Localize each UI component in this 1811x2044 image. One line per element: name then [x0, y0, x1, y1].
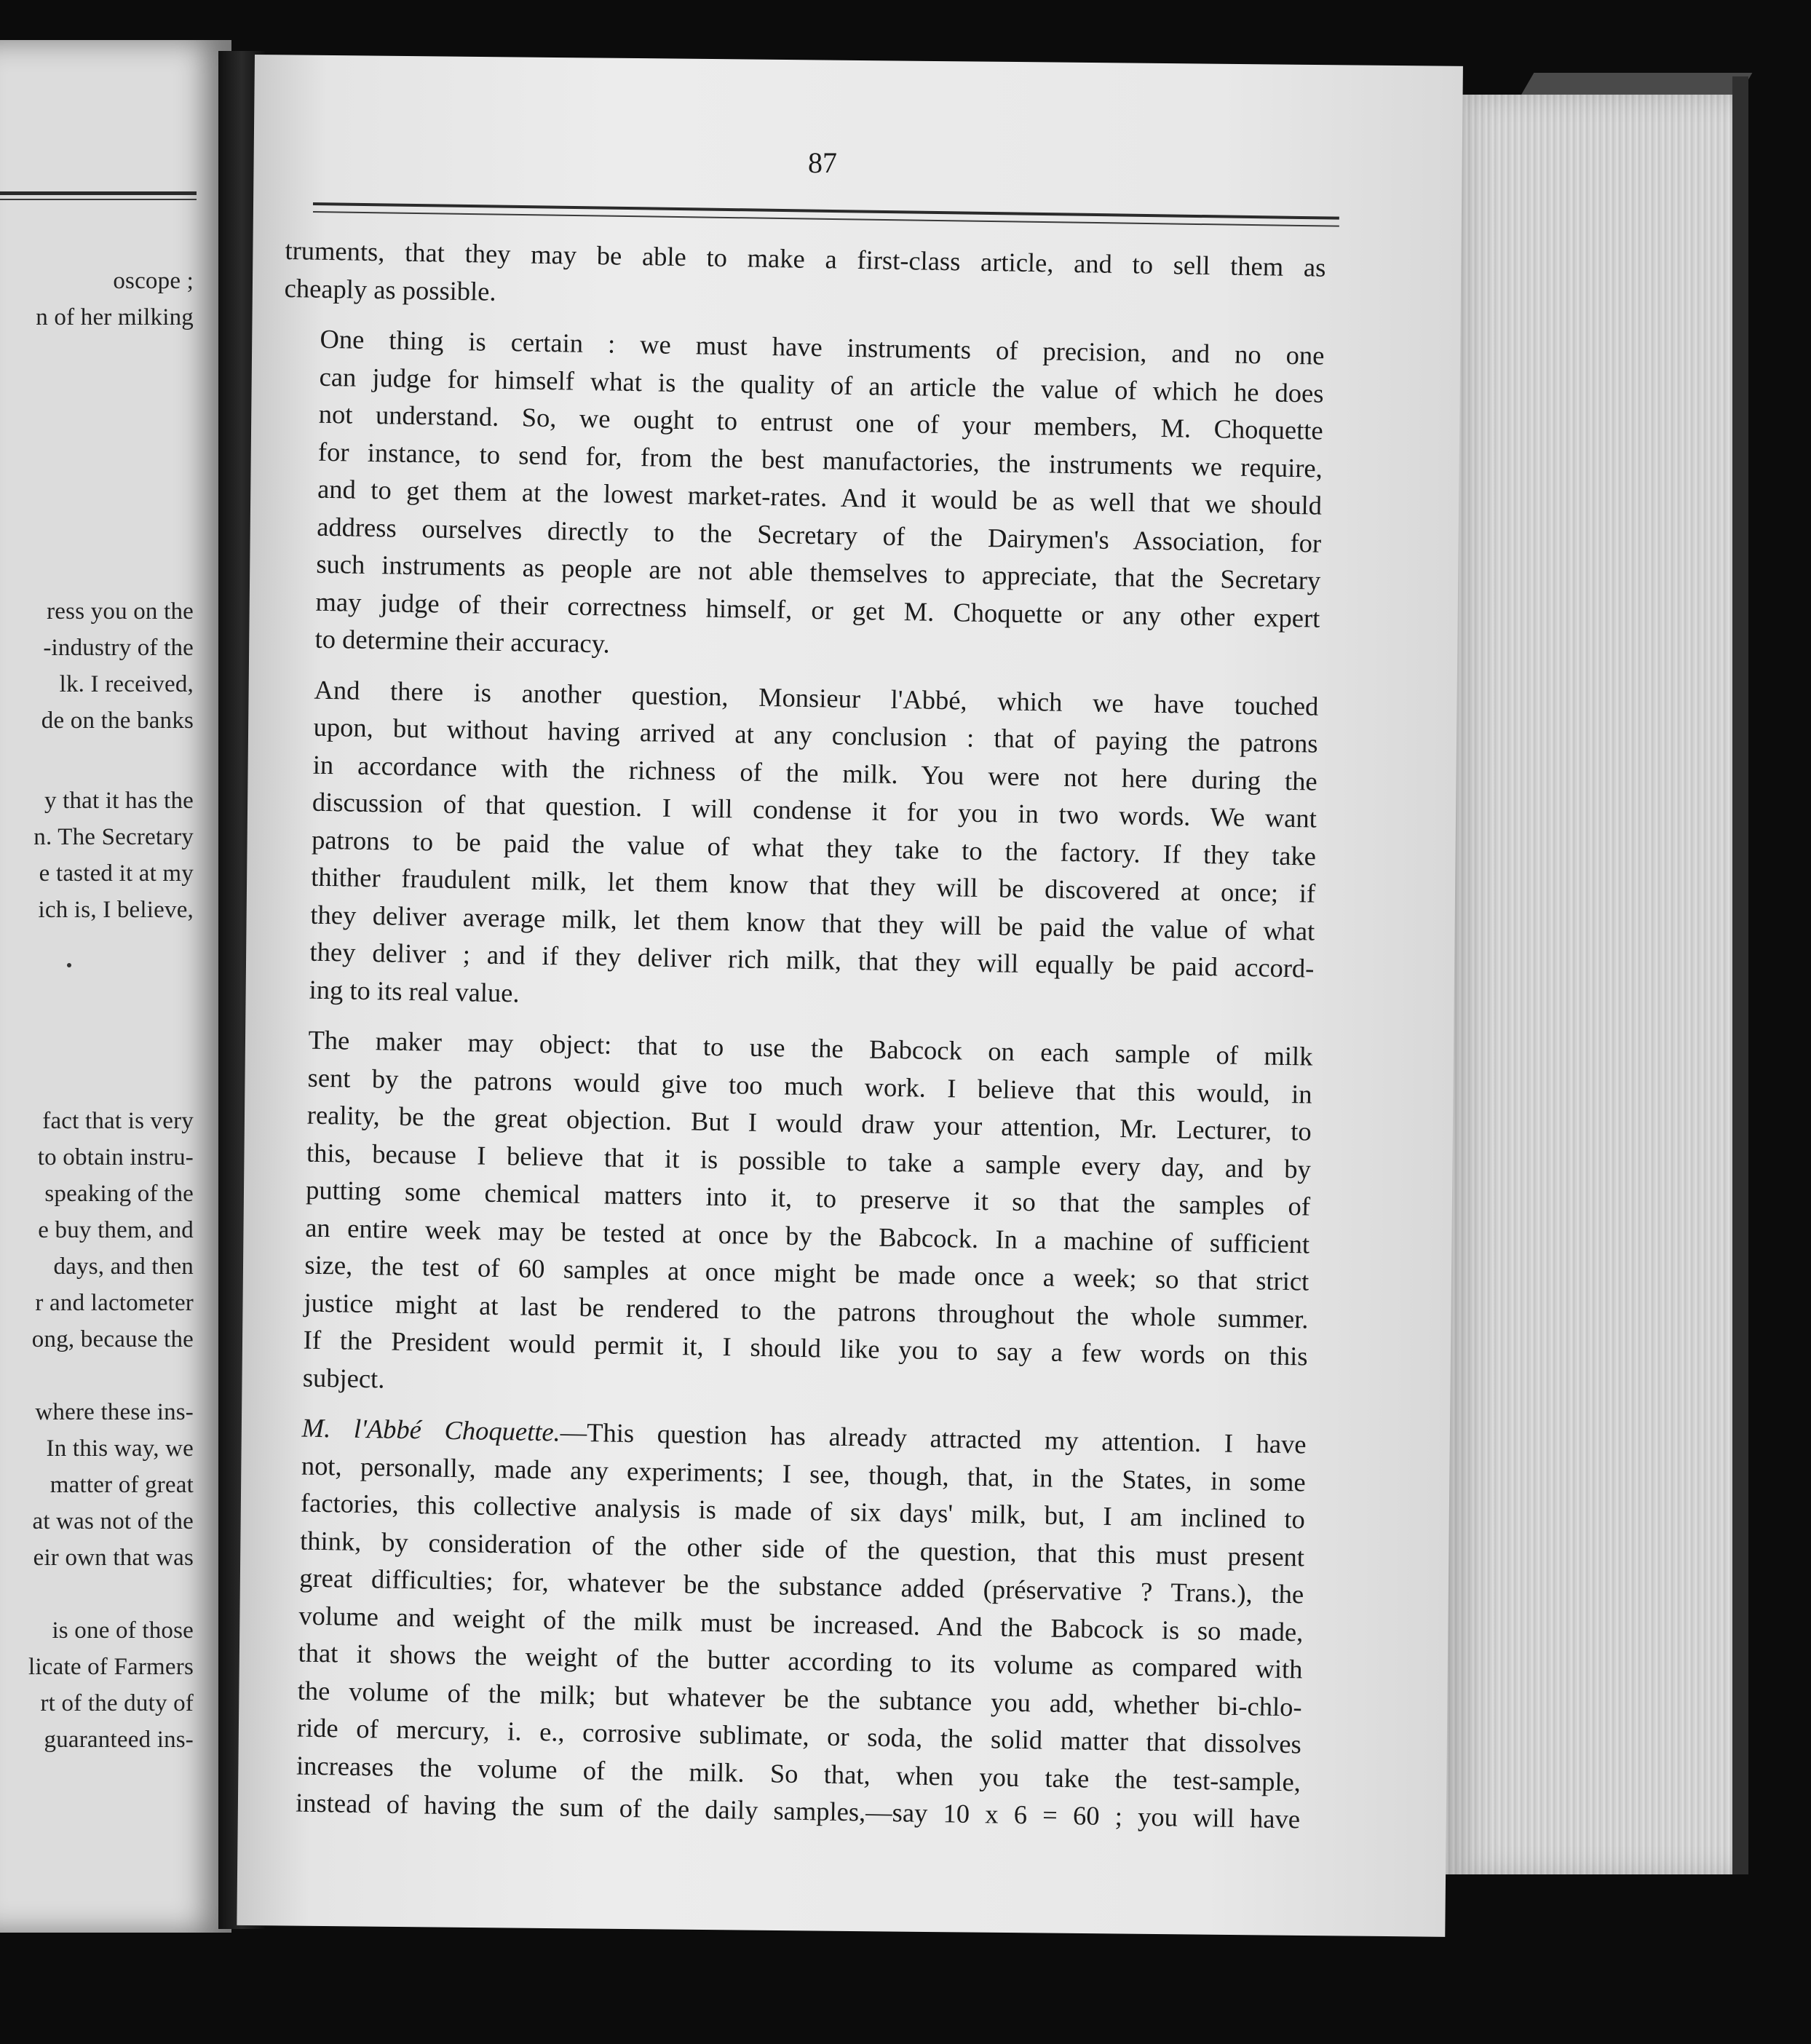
- page-number: 87: [808, 146, 837, 179]
- left-page-line: fact that is very: [42, 1108, 194, 1134]
- left-page-line: to obtain instru-: [37, 1144, 194, 1170]
- left-page-header-rule: [0, 191, 197, 195]
- left-page-line: days, and then: [53, 1253, 194, 1280]
- left-page-line: lk. I received,: [59, 671, 194, 697]
- left-page-line: n. The Secretary: [33, 824, 194, 850]
- left-page-line: licate of Farmers: [28, 1654, 194, 1680]
- left-page-line: guaranteed ins-: [44, 1727, 194, 1753]
- left-page-line: ress you on the: [47, 598, 194, 625]
- text-line: the volume of the milk; but whatever be the subtance you add, whether bi-chlo-: [297, 1675, 1302, 1722]
- text-line: that it shows the weight of the butter according to its volume as compared with: [298, 1637, 1303, 1684]
- left-page-line: n of her milking: [36, 304, 194, 330]
- text-line: sent by the patrons would give too much work. I believe that this would, in: [307, 1062, 1312, 1109]
- left-page-line: rt of the duty of: [40, 1690, 194, 1716]
- text-line: truments, that they may be able to make a first-class article, and to sell them as: [285, 234, 1326, 282]
- paragraph-2: [278, 320, 1324, 674]
- text-line: an entire week may be tested at once by the Babcock. In a machine of sufficient: [304, 1212, 1310, 1259]
- text-line: discussion of that question. I will condense it for you in two words. We want: [312, 786, 1317, 833]
- left-page-dot: [67, 963, 71, 967]
- left-page-line: at was not of the: [32, 1508, 194, 1534]
- left-page-line: de on the banks: [41, 708, 194, 734]
- left-page-line: matter of great: [49, 1472, 194, 1498]
- text-line: justice might at last be rendered to the patrons throughout the whole summer.: [304, 1287, 1309, 1334]
- text-line: thither fraudulent milk, let them know that they will be discovered at once; if: [310, 861, 1316, 908]
- text-line: ride of mercury, i. e., corrosive sublimate, or soda, the solid matter that dissolves: [296, 1712, 1302, 1759]
- text-line: to determine their accuracy.: [314, 623, 611, 659]
- left-page-line: eir own that was: [33, 1545, 194, 1571]
- text-line: ing to its real value.: [309, 974, 520, 1007]
- left-page-line: r and lactometer: [35, 1290, 194, 1316]
- text-line: for instance, to send for, from the best manufactories, the instruments we require,: [317, 436, 1323, 483]
- left-page-line: where these ins-: [35, 1399, 194, 1425]
- page-edges: [1445, 95, 1743, 1874]
- text-line: they deliver ; and if they deliver rich milk, that they will equally be paid accord-: [309, 936, 1315, 983]
- left-page-line: is one of those: [52, 1617, 194, 1644]
- text-line: size, the test of 60 samples at once might be made once a week; so that strict: [304, 1249, 1309, 1296]
- paragraph-speech: [259, 1409, 1307, 1838]
- left-page-line: ong, because the: [31, 1326, 194, 1352]
- text-line: cheaply as possible.: [284, 272, 496, 306]
- text-line: not understand. So, we ought to entrust one of your members, M. Choquette: [318, 398, 1324, 445]
- paragraph-4: [266, 1021, 1312, 1413]
- left-page-line: e buy them, and: [38, 1217, 194, 1243]
- text-line: patrons to be paid the value of what they take to the factory. If they take: [311, 824, 1317, 871]
- text-line: and to get them at the lowest market-rates. And it would be as well that we should: [317, 473, 1323, 520]
- left-page-line: e tasted it at my: [39, 860, 194, 887]
- text-line: not, personally, made any experiments; I see, though, that, in the States, in some: [301, 1450, 1307, 1497]
- text-line: volume and weight of the milk must be increased. And the Babcock is so made,: [298, 1600, 1304, 1647]
- text-line: this, because I believe that it is possible to take a sample every day, and by: [306, 1137, 1312, 1184]
- left-page-line: ich is, I believe,: [38, 897, 194, 923]
- speech-first-line: —This question has already attracted my attention. I have: [560, 1417, 1307, 1459]
- left-page: [0, 40, 231, 1933]
- text-line: The maker may object: that to use the Babcock on each sample of milk: [308, 1024, 1313, 1071]
- text-line: If the President would permit it, I should like you to say a few words on this: [303, 1324, 1308, 1371]
- text-line: in accordance with the richness of the milk. You were not here during the: [312, 749, 1318, 796]
- text-line: instead of having the sum of the daily samples,—say 10 x 6 = 60 ; you will have: [295, 1787, 1301, 1834]
- page-body: [258, 231, 1325, 1851]
- text-line: factories, this collective analysis is made of six days' milk, but, I am inclined to: [300, 1487, 1306, 1534]
- text-line: And there is another question, Monsieur l'Abbé, which we have touched: [314, 674, 1319, 721]
- left-page-header-rule-thin: [0, 199, 197, 200]
- text-line: can judge for himself what is the quality of an article the value of which he does: [319, 361, 1324, 408]
- paragraph-3: [272, 670, 1318, 1024]
- text-line: putting some chemical matters into it, to preserve it so that the samples of: [305, 1174, 1311, 1221]
- text-line: such instruments as people are not able themselves to appreciate, that the Secretary: [316, 548, 1321, 595]
- left-page-line: speaking of the: [44, 1181, 194, 1207]
- text-line: subject.: [302, 1362, 385, 1393]
- text-line: may judge of their correctness himself, or get M. Choquette or any other expert: [315, 586, 1320, 633]
- left-page-line: y that it has the: [44, 788, 194, 814]
- text-line: address ourselves directly to the Secretary of the Dairymen's Association, for: [316, 511, 1322, 558]
- text-line: increases the volume of the milk. So that, when you take the test-sample,: [296, 1750, 1301, 1797]
- text-line: reality, be the great objection. But I would draw your attention, Mr. Lecturer, to: [306, 1099, 1312, 1146]
- left-page-line: -industry of the: [43, 635, 194, 661]
- speaker-name: M. l'Abbé Choquette.: [301, 1412, 561, 1447]
- text-line: great difficulties; for, whatever be the substance added (préservative ? Trans.), the: [299, 1562, 1304, 1609]
- text-line: One thing is certain : we must have instruments of precision, and no one: [320, 323, 1325, 371]
- text-line: think, by consideration of the other side of the question, that this must present: [299, 1525, 1305, 1572]
- text-line: upon, but without having arrived at any conclusion : that of paying the patrons: [313, 711, 1318, 758]
- book-cover-edge: [1732, 76, 1748, 1874]
- left-page-line: oscope ;: [113, 268, 194, 294]
- text-line: they deliver average milk, let them know that they will be paid the value of what: [310, 899, 1315, 946]
- left-page-line: In this way, we: [46, 1435, 194, 1462]
